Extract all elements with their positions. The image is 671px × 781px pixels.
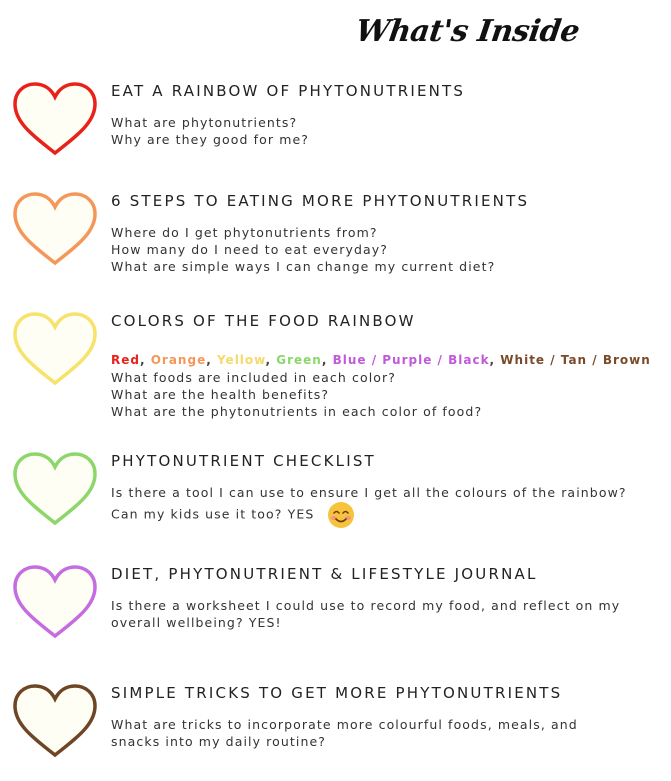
- section-line-text: Can my kids use it too? YES: [111, 506, 315, 522]
- section-heading: SIMPLE TRICKS TO GET MORE PHYTONUTRIENTS: [111, 684, 563, 702]
- section-heading: 6 STEPS TO EATING MORE PHYTONUTRIENTS: [111, 192, 530, 210]
- section-line: Is there a tool I can use to ensure I get all the colours of the rainbow?: [111, 485, 627, 500]
- heart-icon: [12, 682, 98, 760]
- section-line: How many do I need to eat everyday?: [111, 242, 388, 257]
- section-heading: COLORS OF THE FOOD RAINBOW: [111, 312, 416, 330]
- section-line: snacks into my daily routine?: [111, 734, 327, 749]
- color-separator: ,: [265, 353, 277, 367]
- color-blue-purple-black: Blue / Purple / Black: [332, 353, 490, 367]
- section-heading: PHYTONUTRIENT CHECKLIST: [111, 452, 376, 470]
- section-line: What foods are included in each color?: [111, 370, 397, 385]
- color-list: [111, 352, 651, 369]
- smiling-face-emoji-icon: [327, 501, 355, 529]
- heart-icon: [12, 190, 98, 268]
- color-separator: ,: [139, 353, 151, 367]
- section-heading: EAT A RAINBOW OF PHYTONUTRIENTS: [111, 82, 466, 100]
- section-line: [111, 501, 627, 529]
- heart-icon: [12, 450, 98, 528]
- section-line: What are the phytonutrients in each color of food?: [111, 404, 483, 419]
- section-line: overall wellbeing? YES!: [111, 615, 282, 630]
- section-line: Where do I get phytonutrients from?: [111, 225, 378, 240]
- section-line: Why are they good for me?: [111, 132, 310, 147]
- color-white-tan-brown: White / Tan / Brown: [500, 353, 651, 367]
- page-title: What's Inside: [353, 14, 582, 49]
- color-yellow: Yellow: [216, 353, 266, 367]
- section-line: What are simple ways I can change my current diet?: [111, 259, 496, 274]
- section-heading: DIET, PHYTONUTRIENT & LIFESTYLE JOURNAL: [111, 565, 538, 583]
- section-line: What are phytonutrients?: [111, 115, 298, 130]
- heart-icon: [12, 563, 98, 641]
- section-line: Is there a worksheet I could use to record my food, and reflect on my: [111, 598, 621, 613]
- color-orange: Orange: [150, 353, 207, 367]
- color-red: Red: [111, 353, 140, 367]
- color-green: Green: [276, 353, 322, 367]
- color-separator: ,: [321, 353, 333, 367]
- section-line: What are the health benefits?: [111, 387, 330, 402]
- color-separator: ,: [206, 353, 217, 367]
- section-line: What are tricks to incorporate more colourful foods, meals, and: [111, 717, 578, 732]
- color-separator: ,: [489, 353, 501, 367]
- heart-icon: [12, 80, 98, 158]
- heart-icon: [12, 310, 98, 388]
